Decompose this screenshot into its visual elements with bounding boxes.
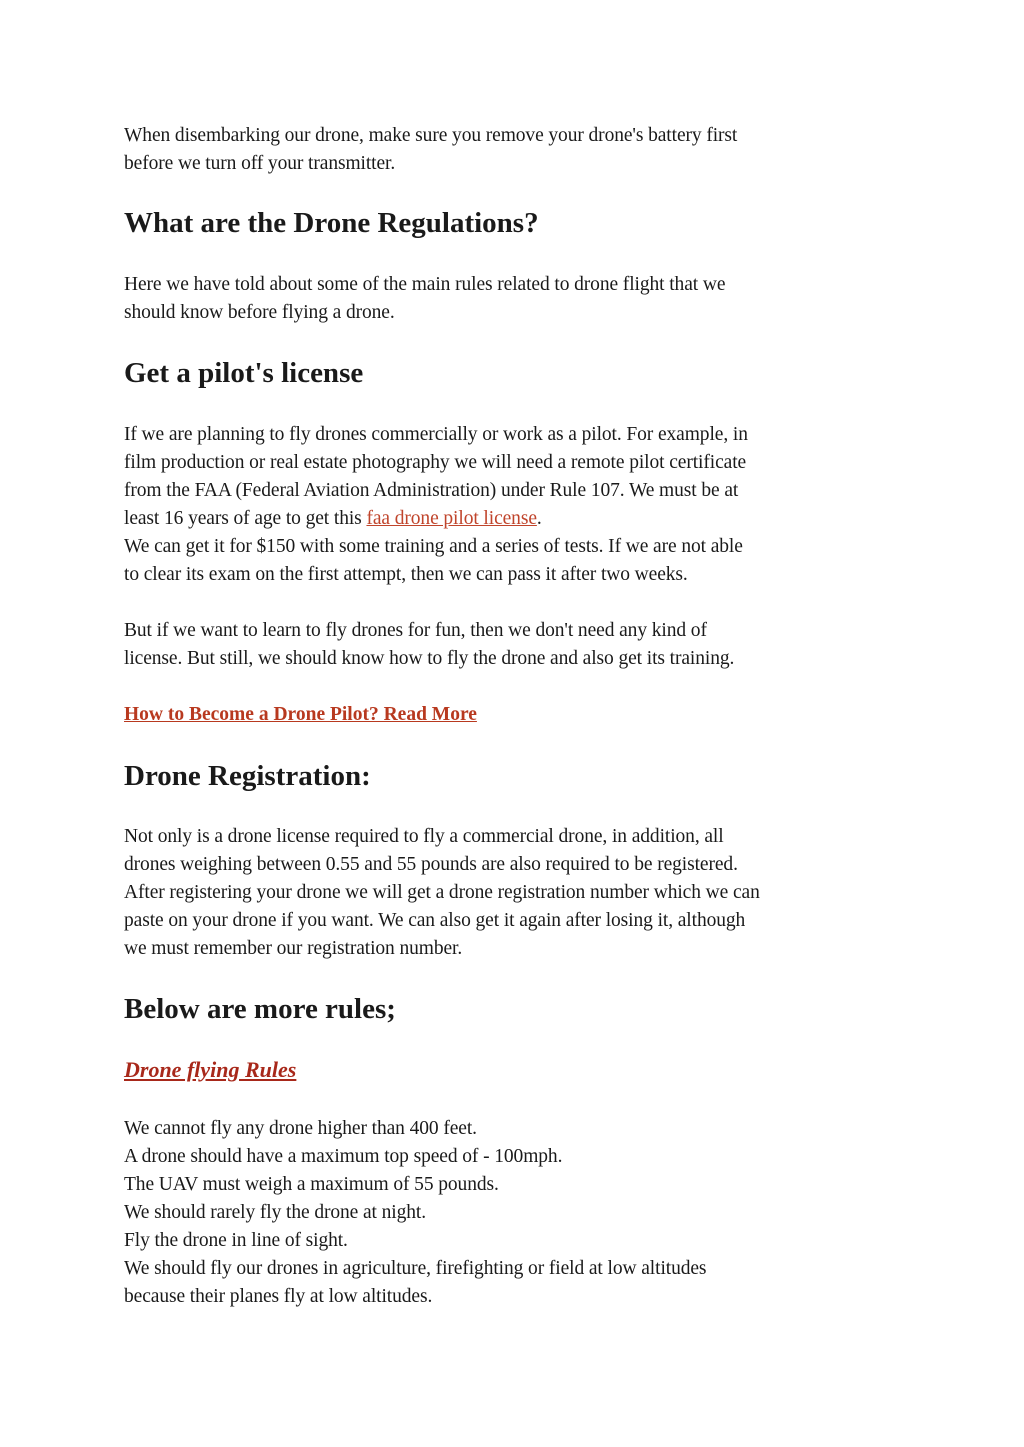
- rule-line: We cannot fly any drone higher than 400 feet.: [124, 1118, 477, 1139]
- heading-license: Get a pilot's license: [124, 357, 364, 389]
- rule-line: We should fly our drones in agriculture, firefighting or field at low altitudes: [124, 1258, 707, 1279]
- text-line: [124, 505, 914, 533]
- text-line: We can get it for $150 with some training and a series of tests. If we are not able: [124, 536, 743, 557]
- text-line: After registering your drone we will get a drone registration number which we can: [124, 882, 760, 903]
- text-line: should know before flying a drone.: [124, 302, 395, 323]
- rule-line: Fly the drone in line of sight.: [124, 1230, 348, 1251]
- rule-line: We should rarely fly the drone at night.: [124, 1202, 427, 1223]
- text-line: But if we want to learn to fly drones for fun, then we don't need any kind of: [124, 620, 707, 641]
- text-line: license. But still, we should know how to fly the drone and also get its training.: [124, 648, 735, 669]
- license-fun-paragraph: [124, 617, 914, 673]
- rules-subheading-container: [124, 1055, 914, 1085]
- heading-registration: Drone Registration:: [124, 760, 371, 792]
- text-line: When disembarking our drone, make sure you remove your drone's battery first: [124, 125, 738, 146]
- text-line: from the FAA (Federal Aviation Administration) under Rule 107. We must be at: [124, 480, 739, 501]
- registration-paragraph: [124, 823, 914, 963]
- text-fragment: least 16 years of age to get this: [124, 508, 367, 529]
- read-more-container: [124, 701, 914, 729]
- heading-regulations: What are the Drone Regulations?: [124, 207, 539, 239]
- rule-line: A drone should have a maximum top speed of - 100mph.: [124, 1146, 563, 1167]
- rule-line: because their planes fly at low altitudes.: [124, 1286, 433, 1307]
- text-line: to clear its exam on the first attempt, then we can pass it after two weeks.: [124, 564, 688, 585]
- rules-list: [124, 1115, 914, 1311]
- intro-paragraph: [124, 122, 914, 178]
- rule-line: The UAV must weigh a maximum of 55 pounds.: [124, 1174, 499, 1195]
- license-paragraph: [124, 421, 914, 589]
- text-line: paste on your drone if you want. We can also get it again after losing it, although: [124, 910, 746, 931]
- text-line: If we are planning to fly drones commercially or work as a pilot. For example, in: [124, 424, 748, 445]
- text-fragment: .: [536, 508, 542, 529]
- text-line: drones weighing between 0.55 and 55 pounds are also required to be registered.: [124, 854, 738, 875]
- read-more-link[interactable]: How to Become a Drone Pilot? Read More: [124, 704, 477, 725]
- text-line: before we turn off your transmitter.: [124, 153, 396, 174]
- text-line: Here we have told about some of the main rules related to drone flight that we: [124, 274, 726, 295]
- drone-flying-rules-link[interactable]: Drone flying Rules: [124, 1057, 297, 1082]
- regulations-paragraph: [124, 271, 914, 327]
- text-line: we must remember our registration number.: [124, 938, 463, 959]
- faa-license-link[interactable]: faa drone pilot license: [366, 508, 537, 529]
- heading-more-rules: Below are more rules;: [124, 993, 396, 1025]
- text-line: film production or real estate photography we will need a remote pilot certificate: [124, 452, 747, 473]
- text-line: Not only is a drone license required to fly a commercial drone, in addition, all: [124, 826, 724, 847]
